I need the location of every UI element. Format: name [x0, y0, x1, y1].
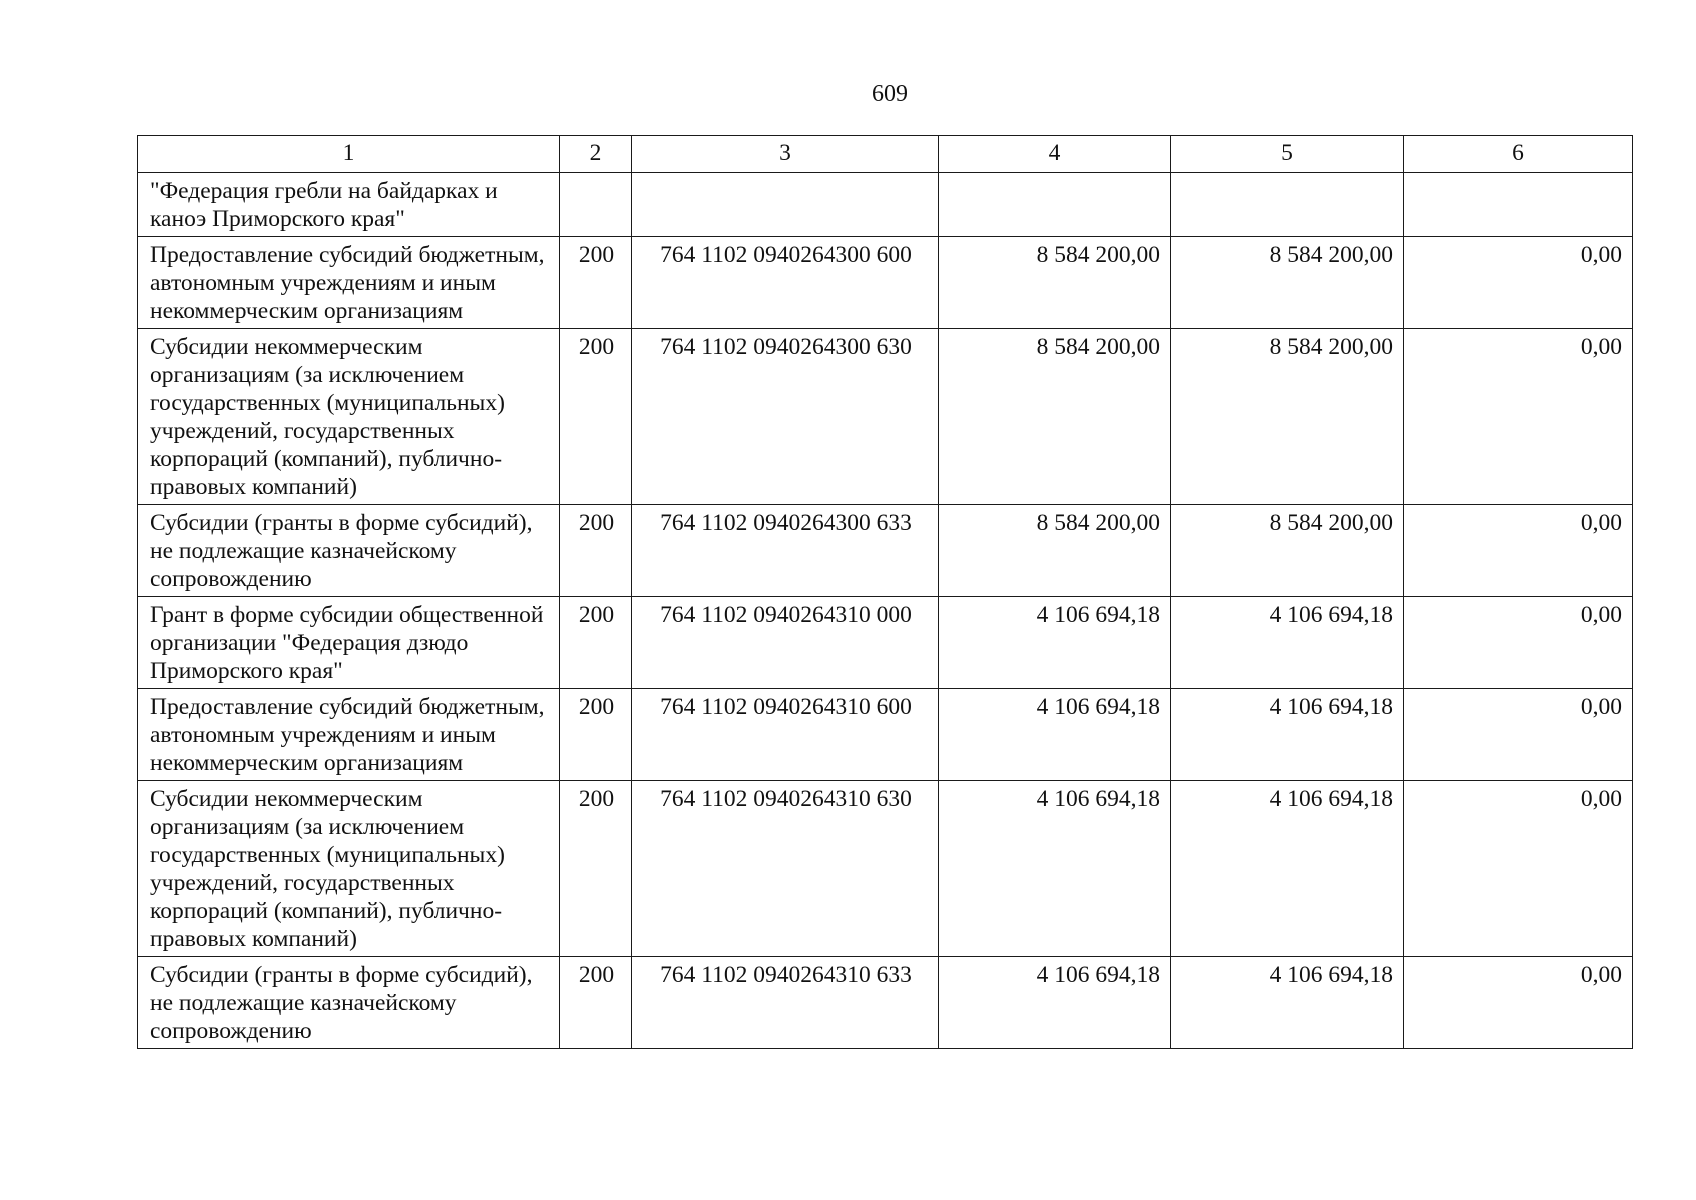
row-value-6: 0,00 [1404, 781, 1633, 957]
header-col-4: 4 [939, 136, 1171, 173]
header-col-1: 1 [138, 136, 560, 173]
row-code: 764 1102 0940264300 633 [632, 505, 939, 597]
row-value-4: 8 584 200,00 [939, 237, 1171, 329]
row-value-5: 8 584 200,00 [1171, 505, 1404, 597]
row-code: 764 1102 0940264300 600 [632, 237, 939, 329]
row-value-4: 4 106 694,18 [939, 597, 1171, 689]
row-value-5: 8 584 200,00 [1171, 329, 1404, 505]
row-value-5: 4 106 694,18 [1171, 781, 1404, 957]
row-value-4: 4 106 694,18 [939, 781, 1171, 957]
page-number: 609 [872, 81, 908, 107]
row-value-5 [1171, 173, 1404, 237]
row-code: 764 1102 0940264310 633 [632, 957, 939, 1049]
row-value-4: 4 106 694,18 [939, 689, 1171, 781]
table-row [138, 597, 1633, 689]
header-col-5: 5 [1171, 136, 1404, 173]
table-row [138, 237, 1633, 329]
header-col-6: 6 [1404, 136, 1633, 173]
header-col-2: 2 [560, 136, 632, 173]
header-col-3: 3 [632, 136, 939, 173]
row-col2: 200 [560, 689, 632, 781]
row-code: 764 1102 0940264310 600 [632, 689, 939, 781]
table-row [138, 173, 1633, 237]
row-col2: 200 [560, 957, 632, 1049]
row-value-5: 4 106 694,18 [1171, 597, 1404, 689]
row-code: 764 1102 0940264310 000 [632, 597, 939, 689]
row-code [632, 173, 939, 237]
row-value-5: 4 106 694,18 [1171, 689, 1404, 781]
row-col2: 200 [560, 505, 632, 597]
row-value-6: 0,00 [1404, 957, 1633, 1049]
row-name: Предоставление субсидий бюджетным, автономным учреждениям и иным некоммерческим организациям [138, 689, 560, 781]
row-code: 764 1102 0940264300 630 [632, 329, 939, 505]
row-name: Субсидии (гранты в форме субсидий), не подлежащие казначейскому сопровождению [138, 957, 560, 1049]
table-row [138, 689, 1633, 781]
table-row [138, 329, 1633, 505]
table-row [138, 505, 1633, 597]
row-value-6: 0,00 [1404, 329, 1633, 505]
row-value-6 [1404, 173, 1633, 237]
row-col2: 200 [560, 237, 632, 329]
row-name: Субсидии (гранты в форме субсидий), не подлежащие казначейскому сопровождению [138, 505, 560, 597]
row-value-4: 8 584 200,00 [939, 329, 1171, 505]
row-col2 [560, 173, 632, 237]
row-name: Субсидии некоммерческим организациям (за исключением государственных (муниципальных) учреждений, государственных корпораций (компаний), публично-правовых компаний) [138, 781, 560, 957]
budget-table [137, 135, 1633, 1049]
row-value-6: 0,00 [1404, 689, 1633, 781]
table-row [138, 781, 1633, 957]
row-value-4 [939, 173, 1171, 237]
row-code: 764 1102 0940264310 630 [632, 781, 939, 957]
row-value-6: 0,00 [1404, 237, 1633, 329]
row-value-5: 4 106 694,18 [1171, 957, 1404, 1049]
header-row [138, 136, 1633, 173]
table-row [138, 957, 1633, 1049]
row-name: Субсидии некоммерческим организациям (за исключением государственных (муниципальных) учреждений, государственных корпораций (компаний), публично-правовых компаний) [138, 329, 560, 505]
row-value-6: 0,00 [1404, 505, 1633, 597]
row-name: Предоставление субсидий бюджетным, автономным учреждениям и иным некоммерческим организациям [138, 237, 560, 329]
row-col2: 200 [560, 597, 632, 689]
row-value-5: 8 584 200,00 [1171, 237, 1404, 329]
row-col2: 200 [560, 329, 632, 505]
row-name: "Федерация гребли на байдарках и каноэ Приморского края" [138, 173, 560, 237]
row-value-4: 4 106 694,18 [939, 957, 1171, 1049]
row-name: Грант в форме субсидии общественной организации "Федерация дзюдо Приморского края" [138, 597, 560, 689]
row-value-4: 8 584 200,00 [939, 505, 1171, 597]
row-col2: 200 [560, 781, 632, 957]
row-value-6: 0,00 [1404, 597, 1633, 689]
